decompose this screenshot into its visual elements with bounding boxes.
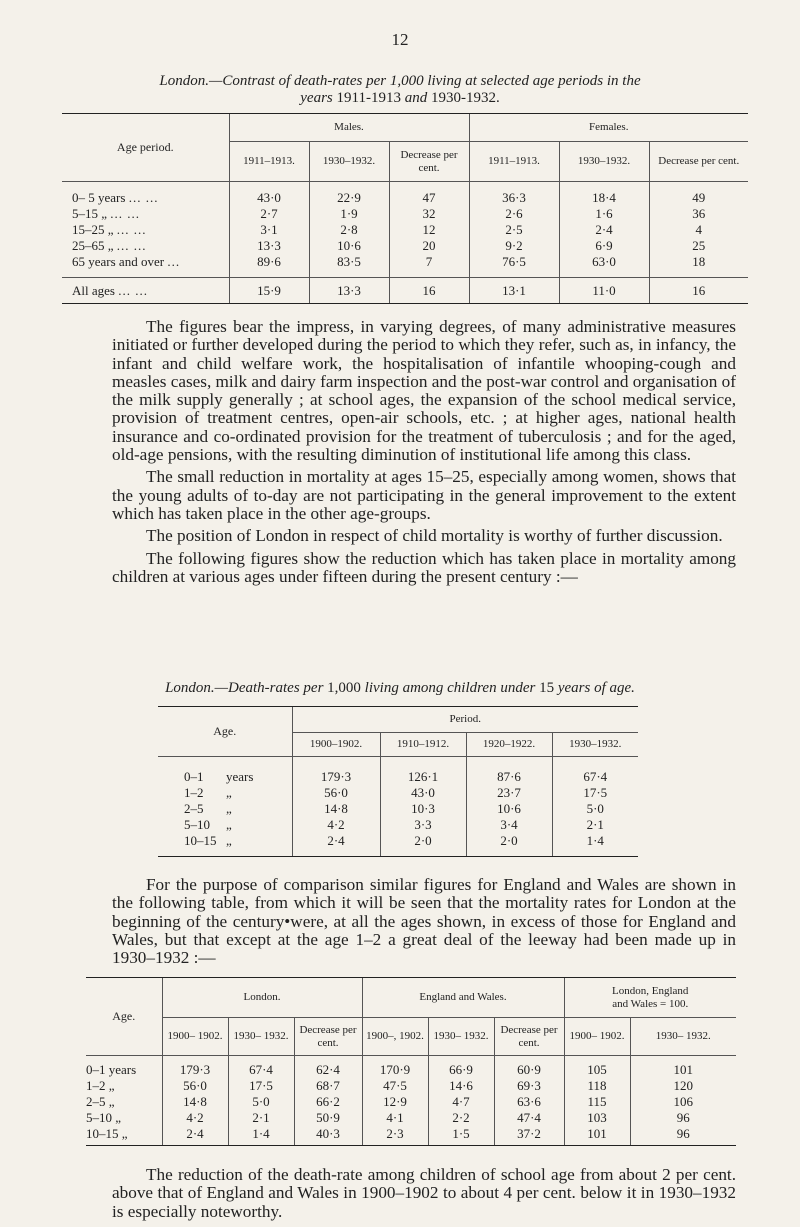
header-females-1930: 1930–1932. [559, 142, 649, 182]
cell: 179·3 [292, 769, 380, 785]
paragraph: For the purpose of comparison similar figures for England and Wales are shown in the following table, from which it will be seen that the mortality rates for London at the beginning of the century•were, at all the ages shown, in excess of those for England and Wales, but that except at the age 1–2 a great deal of the leeway had been made up in 1930–1932 :— [112, 875, 736, 968]
cell: 13·3 [229, 238, 309, 254]
caption-year-range-2: 1930-1932. [430, 90, 500, 106]
cell: 2·3 [362, 1126, 428, 1142]
row-unit: „ [226, 800, 232, 816]
cell: 62·4 [294, 1062, 362, 1078]
table-london-vs-england-wales [86, 977, 736, 1146]
table-row [62, 222, 748, 238]
header-index-line1: London, England [612, 984, 689, 997]
cell: 1·4 [552, 833, 638, 849]
cell: 4·7 [428, 1094, 494, 1110]
row-label: 1–2 [184, 784, 204, 800]
cell: 4·2 [162, 1110, 228, 1126]
body-text-block-3 [112, 1166, 736, 1221]
cell: 5·0 [552, 801, 638, 817]
cell: 101 [564, 1126, 630, 1142]
cell: 18 [649, 254, 748, 270]
cell: 36 [649, 206, 748, 222]
cell: 49 [649, 190, 748, 206]
cell: 2·5 [469, 222, 559, 238]
cell: 118 [564, 1078, 630, 1094]
table-row [158, 817, 638, 833]
cell: 5·0 [228, 1094, 294, 1110]
header-males: Males. [229, 114, 469, 142]
header-males-decrease: Decrease per cent. [389, 142, 469, 182]
cell: 12·9 [362, 1094, 428, 1110]
row-label: 5–10 [184, 816, 210, 832]
cell: 12 [389, 222, 469, 238]
cell: 115 [564, 1094, 630, 1110]
header-london: London. [162, 978, 362, 1018]
table1-caption [0, 73, 800, 107]
leader-dots: ... ... [110, 205, 141, 221]
cell: 10·6 [466, 801, 552, 817]
table-row [86, 1094, 736, 1110]
table1-caption-line2 [0, 90, 800, 107]
caption-part: 1,000 [327, 680, 361, 696]
row-label: 2–5 „ [86, 1093, 115, 1109]
cell: 101 [630, 1062, 736, 1078]
cell: 22·9 [309, 190, 389, 206]
header-london-1900: 1900– 1902. [162, 1018, 228, 1056]
cell: 3·4 [466, 817, 552, 833]
cell: 2·7 [229, 206, 309, 222]
header-ew-decrease: Decrease per cent. [494, 1018, 564, 1056]
row-label: 1–2 „ [86, 1077, 115, 1093]
header-index-line2: and Wales = 100. [612, 997, 689, 1010]
paragraph: The position of London in respect of child mortality is worthy of further discussion. [146, 526, 723, 546]
cell: 4·2 [292, 817, 380, 833]
leader-dots: ... [167, 253, 181, 269]
cell: 170·9 [362, 1062, 428, 1078]
row-label: 65 years and over [72, 253, 165, 269]
cell: 25 [649, 238, 748, 254]
row-label: 25–65 „ [72, 237, 114, 253]
cell: 36·3 [469, 190, 559, 206]
row-unit: „ [226, 832, 232, 848]
row-label: 0–1 years [86, 1061, 137, 1077]
table1-caption-line1: London.—Contrast of death-rates per 1,000 living at selected age periods in the [159, 73, 641, 89]
table-row [62, 238, 748, 254]
cell: 66·9 [428, 1062, 494, 1078]
row-label: 5–10 „ [86, 1109, 122, 1125]
paragraph: The reduction of the death-rate among children of school age from about 2 per cent. above that of England and Wales in 1900–1902 to about 4 per cent. below it in 1930–1932 is especially noteworthy. [112, 1165, 736, 1221]
header-females: Females. [469, 114, 748, 142]
cell: 2·4 [292, 833, 380, 849]
row-label: All ages [72, 282, 115, 298]
cell: 14·6 [428, 1078, 494, 1094]
cell: 6·9 [559, 238, 649, 254]
cell: 96 [630, 1110, 736, 1126]
row-label: 0–1 [184, 768, 204, 784]
header-ew-1900: 1900–, 1902. [362, 1018, 428, 1056]
cell: 63·6 [494, 1094, 564, 1110]
cell: 43·0 [380, 785, 466, 801]
cell: 96 [630, 1126, 736, 1142]
row-label: 0– 5 years [72, 189, 126, 205]
header-females-1911: 1911–1913. [469, 142, 559, 182]
cell: 7 [389, 254, 469, 270]
cell: 179·3 [162, 1062, 228, 1078]
header-period-col: 1910–1912. [380, 733, 466, 757]
cell: 9·2 [469, 238, 559, 254]
cell: 3·3 [380, 817, 466, 833]
cell: 69·3 [494, 1078, 564, 1094]
cell: 10·3 [380, 801, 466, 817]
cell: 2·4 [559, 222, 649, 238]
header-age: Age. [86, 978, 162, 1056]
header-index [564, 978, 736, 1018]
row-label: 10–15 [184, 832, 217, 848]
caption-years-word: years [300, 90, 333, 106]
header-males-1930: 1930–1932. [309, 142, 389, 182]
caption-part: living among children under [364, 680, 536, 696]
cell: 60·9 [494, 1062, 564, 1078]
header-london-1930: 1930– 1932. [228, 1018, 294, 1056]
cell: 56·0 [162, 1078, 228, 1094]
cell: 20 [389, 238, 469, 254]
cell: 1·4 [228, 1126, 294, 1142]
header-index-1900: 1900– 1902. [564, 1018, 630, 1056]
header-ew-1930: 1930– 1932. [428, 1018, 494, 1056]
body-text-block-2 [112, 876, 736, 967]
cell: 17·5 [552, 785, 638, 801]
row-unit: „ [226, 816, 232, 832]
leader-dots: ... ... [116, 237, 147, 253]
cell: 68·7 [294, 1078, 362, 1094]
cell: 1·6 [559, 206, 649, 222]
table-row [86, 1062, 736, 1078]
cell: 2·0 [466, 833, 552, 849]
cell: 14·8 [162, 1094, 228, 1110]
table-contrast-death-rates [62, 113, 748, 304]
table-row [158, 801, 638, 817]
cell: 2·0 [380, 833, 466, 849]
header-london-decrease: Decrease per cent. [294, 1018, 362, 1056]
cell: 83·5 [309, 254, 389, 270]
paragraph: The following figures show the reduction which has taken place in mortality among children at various ages under fifteen during the present century :— [112, 548, 736, 586]
body-text-block-1 [112, 318, 736, 586]
cell: 87·6 [466, 769, 552, 785]
table-row [62, 206, 748, 222]
cell: 2·8 [309, 222, 389, 238]
caption-and-word: and [404, 90, 428, 106]
cell: 56·0 [292, 785, 380, 801]
cell: 43·0 [229, 190, 309, 206]
cell: 2·1 [552, 817, 638, 833]
cell: 50·9 [294, 1110, 362, 1126]
cell: 67·4 [552, 769, 638, 785]
cell: 47·5 [362, 1078, 428, 1094]
cell: 105 [564, 1062, 630, 1078]
table2-body [158, 757, 638, 857]
cell: 18·4 [559, 190, 649, 206]
table1-body [62, 182, 748, 304]
row-label: 2–5 [184, 800, 204, 816]
row-unit: „ [226, 784, 232, 800]
cell: 16 [649, 278, 748, 304]
table-row [62, 190, 748, 206]
cell: 11·0 [559, 278, 649, 304]
table-child-death-rates [158, 706, 638, 857]
row-label: 10–15 „ [86, 1125, 128, 1141]
caption-part: London.—Death-rates per [165, 680, 324, 696]
caption-year-range-1: 1911-1913 [336, 90, 401, 106]
page-number: 12 [391, 30, 409, 49]
table-row [158, 833, 638, 849]
header-age: Age. [158, 707, 292, 757]
cell: 40·3 [294, 1126, 362, 1142]
table3-body [86, 1056, 736, 1146]
cell: 106 [630, 1094, 736, 1110]
cell: 47·4 [494, 1110, 564, 1126]
cell: 103 [564, 1110, 630, 1126]
cell: 1·5 [428, 1126, 494, 1142]
header-period-col: 1920–1922. [466, 733, 552, 757]
cell: 37·2 [494, 1126, 564, 1142]
cell: 13·3 [309, 278, 389, 304]
cell: 10·6 [309, 238, 389, 254]
cell: 4·1 [362, 1110, 428, 1126]
cell: 2·6 [469, 206, 559, 222]
header-england-wales: England and Wales. [362, 978, 564, 1018]
table-row [158, 769, 638, 785]
cell: 76·5 [469, 254, 559, 270]
cell: 23·7 [466, 785, 552, 801]
cell: 32 [389, 206, 469, 222]
cell: 120 [630, 1078, 736, 1094]
cell: 63·0 [559, 254, 649, 270]
cell: 47 [389, 190, 469, 206]
cell: 4 [649, 222, 748, 238]
header-period-col: 1900–1902. [292, 733, 380, 757]
header-age-period: Age period. [62, 114, 229, 182]
row-unit: years [226, 768, 254, 784]
header-males-1911: 1911–1913. [229, 142, 309, 182]
header-period-col: 1930–1932. [552, 733, 638, 757]
caption-part: years of age. [557, 680, 635, 696]
table-row [158, 785, 638, 801]
table-row [86, 1126, 736, 1142]
leader-dots: ... ... [116, 221, 147, 237]
cell: 17·5 [228, 1078, 294, 1094]
table-row [86, 1078, 736, 1094]
header-index-1930: 1930– 1932. [630, 1018, 736, 1056]
cell: 3·1 [229, 222, 309, 238]
row-label: 5–15 „ [72, 205, 108, 221]
cell: 14·8 [292, 801, 380, 817]
leader-dots: ... ... [118, 282, 148, 298]
cell: 1·9 [309, 206, 389, 222]
cell: 13·1 [469, 278, 559, 304]
cell: 2·2 [428, 1110, 494, 1126]
cell: 2·4 [162, 1126, 228, 1142]
cell: 2·1 [228, 1110, 294, 1126]
table-row [86, 1110, 736, 1126]
row-label: 15–25 „ [72, 221, 114, 237]
cell: 66·2 [294, 1094, 362, 1110]
cell: 89·6 [229, 254, 309, 270]
caption-part: 15 [539, 680, 555, 696]
cell: 15·9 [229, 278, 309, 304]
paragraph: The small reduction in mortality at ages 15–25, especially among women, shows that the young adults of to-day are not participating in the general improvement to the extent which has taken place in the other age-groups. [112, 467, 736, 523]
table2-caption [0, 680, 800, 697]
table-row [62, 254, 748, 270]
cell: 16 [389, 278, 469, 304]
paragraph: The figures bear the impress, in varying degrees, of many administrative measures initiated or further developed during the period to which they refer, such as, in infancy, the infant and child welfare work, the hospitalisation of infantile whooping-cough and measles cases, milk and dairy farm inspection and the post-war control and organisation of the milk supply generally ; at school ages, the expansion of the school medical service, provision of treatment centres, open-air schools, etc. ; at higher ages, national health insurance and co-ordinated provision for the treatment of tuberculosis ; and for the aged, old-age pensions, with the resulting diminution of institutional life among this class. [112, 317, 736, 465]
header-females-decrease: Decrease per cent. [649, 142, 748, 182]
header-period: Period. [292, 707, 638, 733]
leader-dots: ... ... [128, 189, 159, 205]
cell: 67·4 [228, 1062, 294, 1078]
cell: 126·1 [380, 769, 466, 785]
table-row-all-ages [62, 278, 748, 304]
